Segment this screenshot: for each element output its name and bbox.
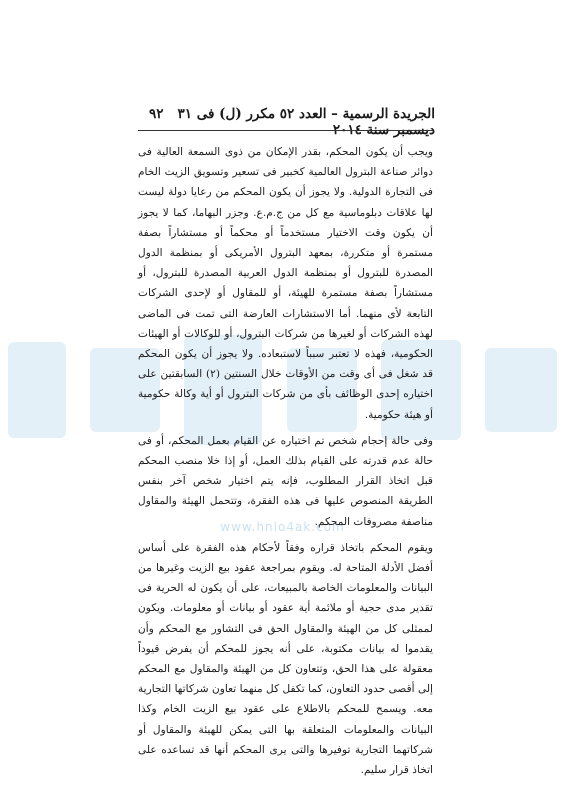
paragraph: ويقوم المحكم باتخاذ قراره وفقاً لأحكام هذه الفقرة على أساس أفضل الأدلة المتاحة له. ويقوم بمراجعة عقود بيع الزيت وغيرها من البيانات والمعلومات الخاصة بالمبيعات، على أن يكون له الحرية فى تقدير مدى حجية أو ملائمة أية عقود أو بيانات أو معلومات. ويكون لممثلى كل من الهيئة والمقاول الحق فى التشاور مع المحكم وأن يقدموا له بيانات مكتوبة، على أنه يجوز للمحكم أن يفرض قيوداً معقولة على هذا الحق، وتتعاون كل من الهيئة والمقاول مع المحكم إلى أقصى حدود التعاون، كما تكفل كل منهما تعاون شركاتها التجارية معه. ويسمح للمحكم بالاطلاع على عقود بيع الزيت الخام وكذا البيانات والمعلومات المتعلقة بها التى يمكن للهيئة والمقاول أو شركاتهما التجارية توفيرها والتى يرى المحكم أنها قد تساعده على اتخاذ قرار سليم. bbox=[138, 541, 433, 777]
paragraph: وفى حالة إحجام شخص تم اختياره عن القيام بعمل المحكم، أو فى حالة عدم قدرته على القيام بذلك العمل، أو إذا خلا منصب المحكم قبل اتخاذ القرار المطلوب، فإنه يتم اختيار شخص آخر بنفس الطريقة المنصوص عليها فى هذه الفقرة، وتتحمل الهيئة والمقاول مناصفة مصروفات المحكم. bbox=[138, 434, 433, 528]
watermark-url: www.hnlo4ak.com bbox=[220, 520, 345, 534]
paragraph: ويجب أن يكون المحكم، بقدر الإمكان من ذوى السمعة العالية فى دوائر صناعة البترول العالمية كخبير فى تسعير وتسويق الزيت الخام فى التجارة الدولية. ولا يجوز أن يكون المحكم من رعايا دولة ليست لها علاقات دبلوماسية مع كل من ج.م.ع. وجزر البهاما، كما لا يجوز أن يكون وقت الاختيار مستخدماً أو محكماً أو مستشاراً بصفة مستمرة أو متكررة، بمعهد البترول الأمريكى أو بمنظمة الدول المصدرة للبترول أو بمنظمة الدول العربية المصدرة للبترول، أو مستشاراً بصفة مستمرة للهيئة، أو للمقاول أو لإحدى الشركات التابعة لأى منهما. أما الاستشارات العارضة التى تمت فى الماضى لهذه الشركات أو لغيرها من شركات البترول، أو للوكالات أو الهيئات الحكومية، فهذه لا تعتبر سبباً لاستبعاده. ولا يجوز أن يكون المحكم قد شغل فى أى وقت من الأوقات خلال السنتين (٢) السابقتين على اختياره إحدى الوظائف بأى من شركات البترول أو أية وكالة حكومية أو هيئة حكومية. bbox=[138, 146, 434, 421]
header-divider bbox=[138, 130, 433, 131]
page-number: ٩٢ bbox=[149, 106, 164, 122]
header-title: الجريدة الرسمية – العدد ٥٢ مكرر (ل) فى ٣١ ديسمبر سنة ٢٠١٤ bbox=[177, 106, 435, 138]
watermark-shape bbox=[8, 342, 66, 438]
page-header bbox=[135, 106, 435, 138]
body-text bbox=[138, 142, 433, 786]
watermark-shape bbox=[485, 348, 557, 432]
